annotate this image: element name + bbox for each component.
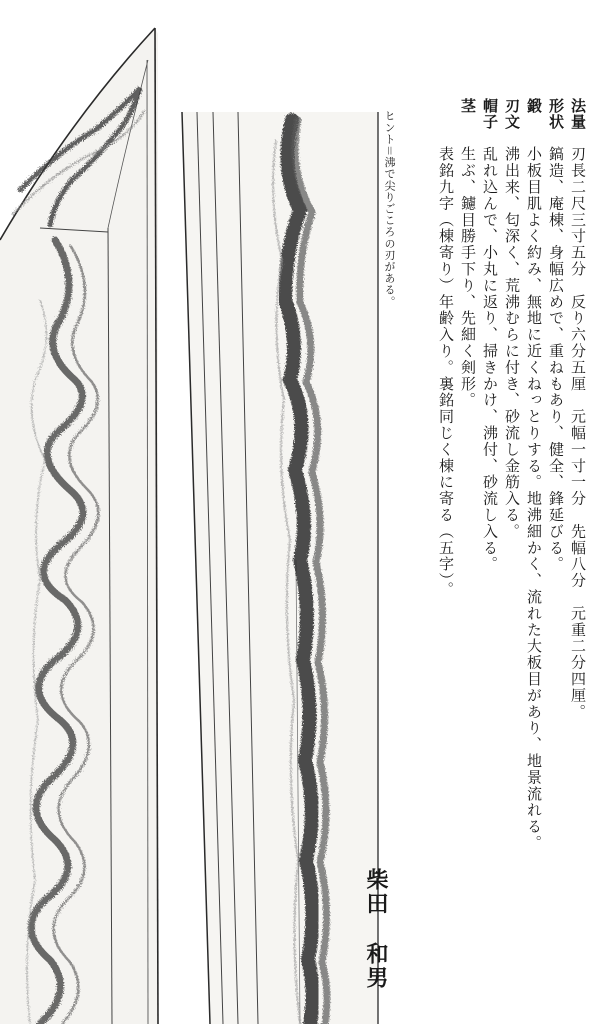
blade-tip-panel: [0, 28, 158, 1024]
hint-note: ヒント＝沸で尖りごころの刃がある。: [383, 110, 396, 308]
term-houryou: 法量: [569, 98, 587, 130]
term-keijou: 形状: [547, 98, 565, 130]
term-hamon: 刃文: [503, 98, 521, 130]
author-family-name: 柴田: [363, 868, 388, 916]
author-given-name: 和男: [363, 942, 388, 990]
desc-line-5: 乱れ込んで、小丸に返り、掃きかけ、沸付、砂流し入る。: [481, 146, 499, 573]
desc-line-2: 鎬造、庵棟、身幅広めで、重ねもあり、健全、鋒延びる。: [547, 146, 565, 573]
desc-line-3: 小板目肌よく約み、無地に近くねっとりする。地沸細かく、流れた大板目があり、地景流れる。: [525, 146, 543, 852]
desc-line-6: 生ぶ、鑢目勝手下り、先細く剣形。: [459, 146, 477, 409]
term-nakago: 茎: [459, 98, 477, 114]
desc-line-7: 表銘九字（棟寄り）年齢入り。裏銘同じく棟に寄る（五字）。: [437, 146, 455, 598]
blade-lower-panel: [182, 112, 378, 1024]
term-boushi: 帽子: [481, 98, 499, 130]
desc-line-1: 刃長二尺三寸五分 反り六分五厘 元幅一寸一分 先幅八分 元重二分四厘。: [569, 146, 587, 720]
desc-line-4: 沸出来、匂深く、荒沸むらに付き、砂流し金筋入る。: [503, 146, 521, 540]
term-kitae: 鍛: [525, 98, 543, 114]
